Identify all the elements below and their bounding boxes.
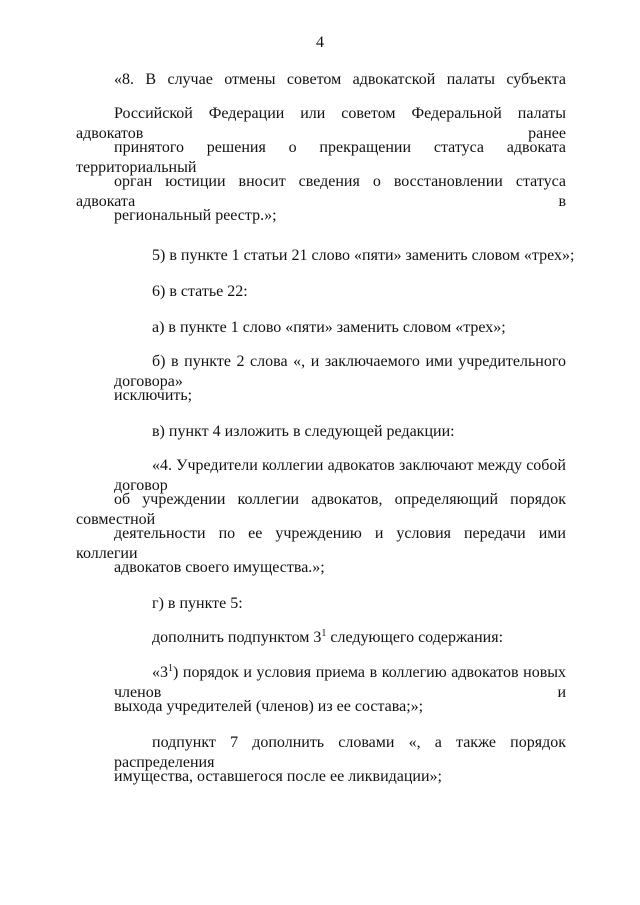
paragraph-item-4-text: [76, 456, 566, 578]
text-line: в) пункт 4 изложить в следующей редакции:: [152, 423, 455, 440]
text-line: 6) в статье 22:: [152, 283, 248, 300]
text-line: а) в пункте 1 слово «пяти» заменить словом «трех»;: [152, 319, 506, 336]
paragraph-subitem-7: [76, 733, 566, 787]
text-fragment: дополнить подпунктом 3: [152, 629, 322, 646]
text-line: исключить;: [114, 387, 193, 404]
text-line: [76, 663, 566, 701]
text-line: «8. В случае отмены советом адвокатской палаты субъекта: [114, 71, 566, 88]
text-line: об учреждении коллегии адвокатов, определяющий порядок совместной: [76, 491, 566, 528]
paragraph-article-21: [76, 246, 575, 266]
text-line: [76, 628, 566, 648]
paragraph-subitem-a: [76, 318, 566, 338]
paragraph-item-8: [76, 70, 566, 226]
text-line: «4. Учредители коллегии адвокатов заключают между собой договор: [114, 457, 566, 494]
text-fragment: «3: [152, 664, 168, 681]
text-line: Российской Федерации или советом Федеральной палаты адвокатов ранее: [76, 105, 566, 142]
text-line: 5) в пункте 1 статьи 21 слово «пяти» заменить словом «трех»;: [152, 247, 575, 264]
paragraph-subitem-b: [76, 352, 566, 406]
text-line: выхода учредителей (членов) из ее состава;»;: [114, 698, 424, 715]
paragraph-add-subitem: [76, 628, 566, 648]
text-line: подпункт 7 дополнить словами «, а также порядок распределения: [114, 734, 566, 771]
paragraph-subitem-g: [76, 594, 566, 614]
text-line: орган юстиции вносит сведения о восстановлении статуса адвоката в: [76, 173, 566, 210]
superscript: 1: [168, 663, 173, 674]
paragraph-article-22: [76, 282, 566, 302]
text-line: имущества, оставшегося после ее ликвидации»;: [114, 768, 442, 785]
page-number: 4: [316, 34, 324, 51]
text-line: адвокатов своего имущества.»;: [114, 559, 325, 576]
text-fragment: ) порядок и условия приема в коллегию адвокатов новых членов и: [114, 664, 566, 701]
paragraph-subitem-3-1: [76, 663, 566, 717]
text-line: принятого решения о прекращении статуса адвоката территориальный: [76, 139, 566, 176]
superscript: 1: [321, 628, 327, 639]
text-line: деятельности по ее учреждению и условия передачи ими коллегии: [76, 525, 566, 562]
paragraph-subitem-v: [76, 422, 566, 442]
text-line: региональный реестр.»;: [114, 207, 277, 224]
text-fragment: следующего содержания:: [326, 629, 504, 646]
text-line: г) в пункте 5:: [152, 595, 243, 612]
text-line: б) в пункте 2 слова «, и заключаемого ими учредительного договора»: [114, 353, 566, 390]
